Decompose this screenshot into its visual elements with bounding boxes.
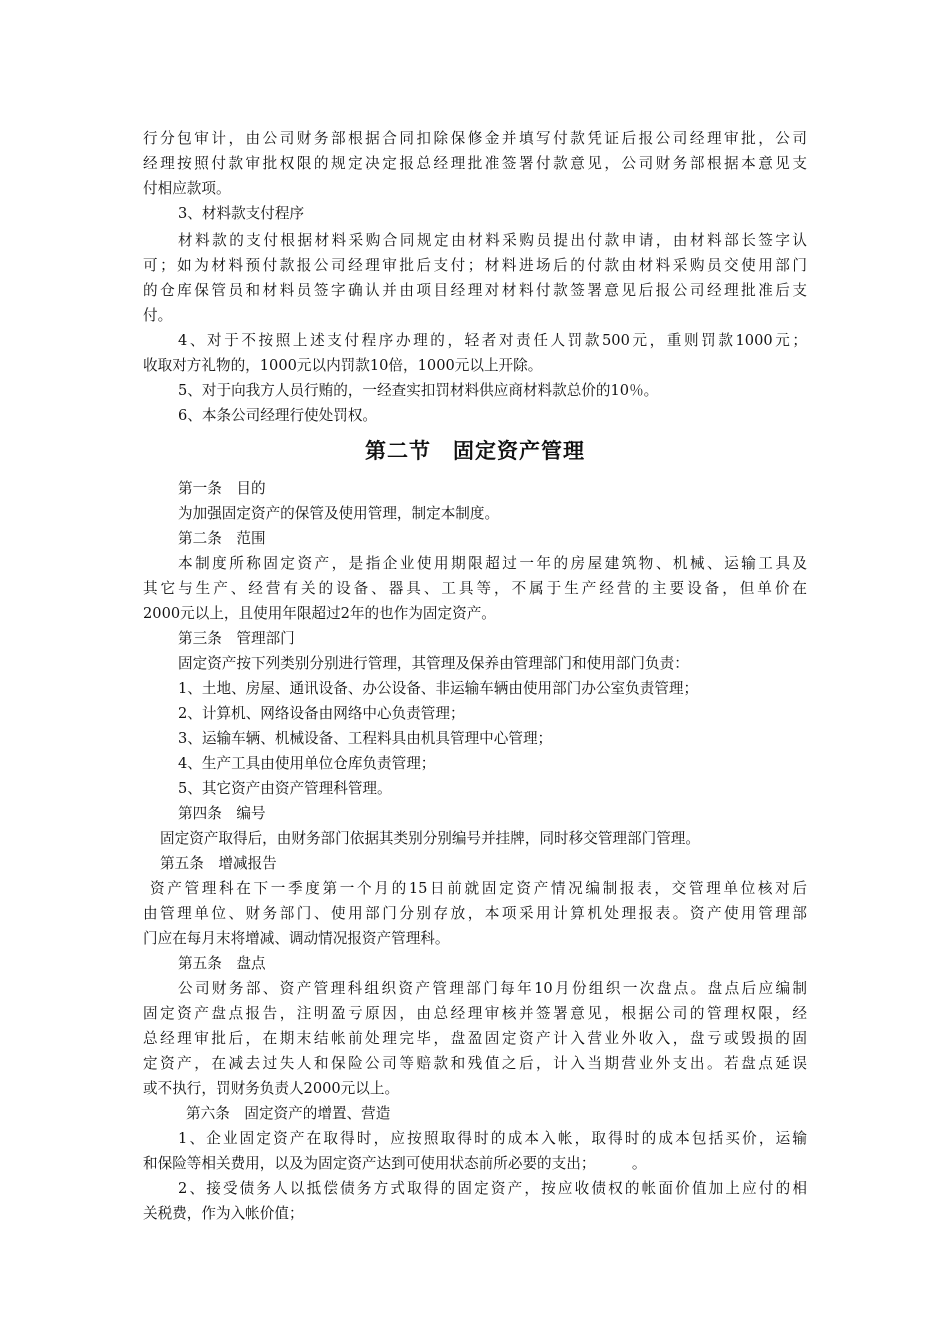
text-line: 2、计算机、网络设备由网络中心负责管理； xyxy=(178,705,465,722)
text-line: 第三条 管理部门 xyxy=(178,630,295,647)
text-line: 资产管理科在下一季度第一个月的15日前就固定资产情况编制报表，交管理单位核对后 xyxy=(150,880,807,897)
text-line: 6、本条公司经理行使处罚权。 xyxy=(178,407,378,424)
text-line: 付相应款项。 xyxy=(143,180,231,197)
text-line: 关税费，作为入帐价值； xyxy=(143,1205,304,1222)
text-line: 2、接受债务人以抵偿债务方式取得的固定资产，按应收债权的帐面价值加上应付的相 xyxy=(178,1180,807,1197)
text-line: 和保险等相关费用，以及为固定资产达到可使用状态前所必要的支出； 。 xyxy=(143,1155,647,1172)
text-line: 第四条 编号 xyxy=(178,805,266,822)
text-line: 为加强固定资产的保管及使用管理，制定本制度。 xyxy=(178,505,500,522)
text-line: 总经理审批后，在期末结帐前处理完毕，盘盈固定资产计入营业外收入，盘亏或毁损的固 xyxy=(143,1030,807,1047)
text-line: 第五条 增减报告 xyxy=(160,855,277,872)
text-line: 的仓库保管员和材料员签字确认并由项目经理对材料付款签署意见后报公司经理批准后支 xyxy=(143,282,807,299)
text-line: 1、土地、房屋、通讯设备、办公设备、非运输车辆由使用部门办公室负责管理； xyxy=(178,680,699,697)
text-line: 收取对方礼物的，1000元以内罚款10倍，1000元以上开除。 xyxy=(143,357,543,374)
text-line: 行分包审计，由公司财务部根据合同扣除保修金并填写付款凭证后报公司经理审批，公司 xyxy=(143,130,807,147)
text-line: 经理按照付款审批权限的规定决定报总经理批准签署付款意见，公司财务部根据本意见支 xyxy=(143,155,807,172)
text-line: 定资产，在减去过失人和保险公司等赔款和残值之后，计入当期营业外支出。若盘点延误 xyxy=(143,1055,807,1072)
text-line: 由管理单位、财务部门、使用部门分别存放，本项采用计算机处理报表。资产使用管理部 xyxy=(143,905,807,922)
text-line: 4、对于不按照上述支付程序办理的，轻者对责任人罚款500元，重则罚款1000元； xyxy=(178,332,807,349)
text-line: 2000元以上，且使用年限超过2年的也作为固定资产。 xyxy=(143,605,496,622)
text-line: 第五条 盘点 xyxy=(178,955,266,972)
text-line: 固定资产盘点报告，注明盈亏原因，由总经理审核并签署意见，根据公司的管理权限，经 xyxy=(143,1005,807,1022)
text-line: 第二条 范围 xyxy=(178,530,266,547)
text-line: 第一条 目的 xyxy=(178,480,266,497)
text-line: 可；如为材料预付款报公司经理审批后支付；材料进场后的付款由材料采购员交使用部门 xyxy=(143,257,807,274)
text-line: 3、运输车辆、机械设备、工程料具由机具管理中心管理； xyxy=(178,730,553,747)
text-line: 5、其它资产由资产管理科管理。 xyxy=(178,780,392,797)
text-line: 4、生产工具由使用单位仓库负责管理； xyxy=(178,755,436,772)
text-line: 或不执行，罚财务负责人2000元以上。 xyxy=(143,1080,400,1097)
text-line: 第六条 固定资产的增置、营造 xyxy=(186,1105,391,1122)
text-line: 固定资产按下列类别分别进行管理，其管理及保养由管理部门和使用部门负责： xyxy=(178,655,689,672)
text-line: 材料款的支付根据材料采购合同规定由材料采购员提出付款申请，由材料部长签字认 xyxy=(178,232,807,249)
section-title: 第二节 固定资产管理 xyxy=(365,439,585,463)
text-line: 5、对于向我方人员行贿的，一经查实扣罚材料供应商材料款总价的10％。 xyxy=(178,382,659,399)
text-line: 公司财务部、资产管理科组织资产管理部门每年10月份组织一次盘点。盘点后应编制 xyxy=(178,980,807,997)
text-line: 固定资产取得后，由财务部门依据其类别分别编号并挂牌，同时移交管理部门管理。 xyxy=(160,830,700,847)
text-line: 本制度所称固定资产，是指企业使用期限超过一年的房屋建筑物、机械、运输工具及 xyxy=(178,555,807,572)
text-line: 3、材料款支付程序 xyxy=(178,205,305,222)
text-line: 门应在每月末将增减、调动情况报资产管理科。 xyxy=(143,930,450,947)
text-line: 1、企业固定资产在取得时，应按照取得时的成本入帐，取得时的成本包括买价，运输 xyxy=(178,1130,807,1147)
text-line: 付。 xyxy=(143,307,173,324)
text-line: 其它与生产、经营有关的设备、器具、工具等，不属于生产经营的主要设备，但单价在 xyxy=(143,580,807,597)
